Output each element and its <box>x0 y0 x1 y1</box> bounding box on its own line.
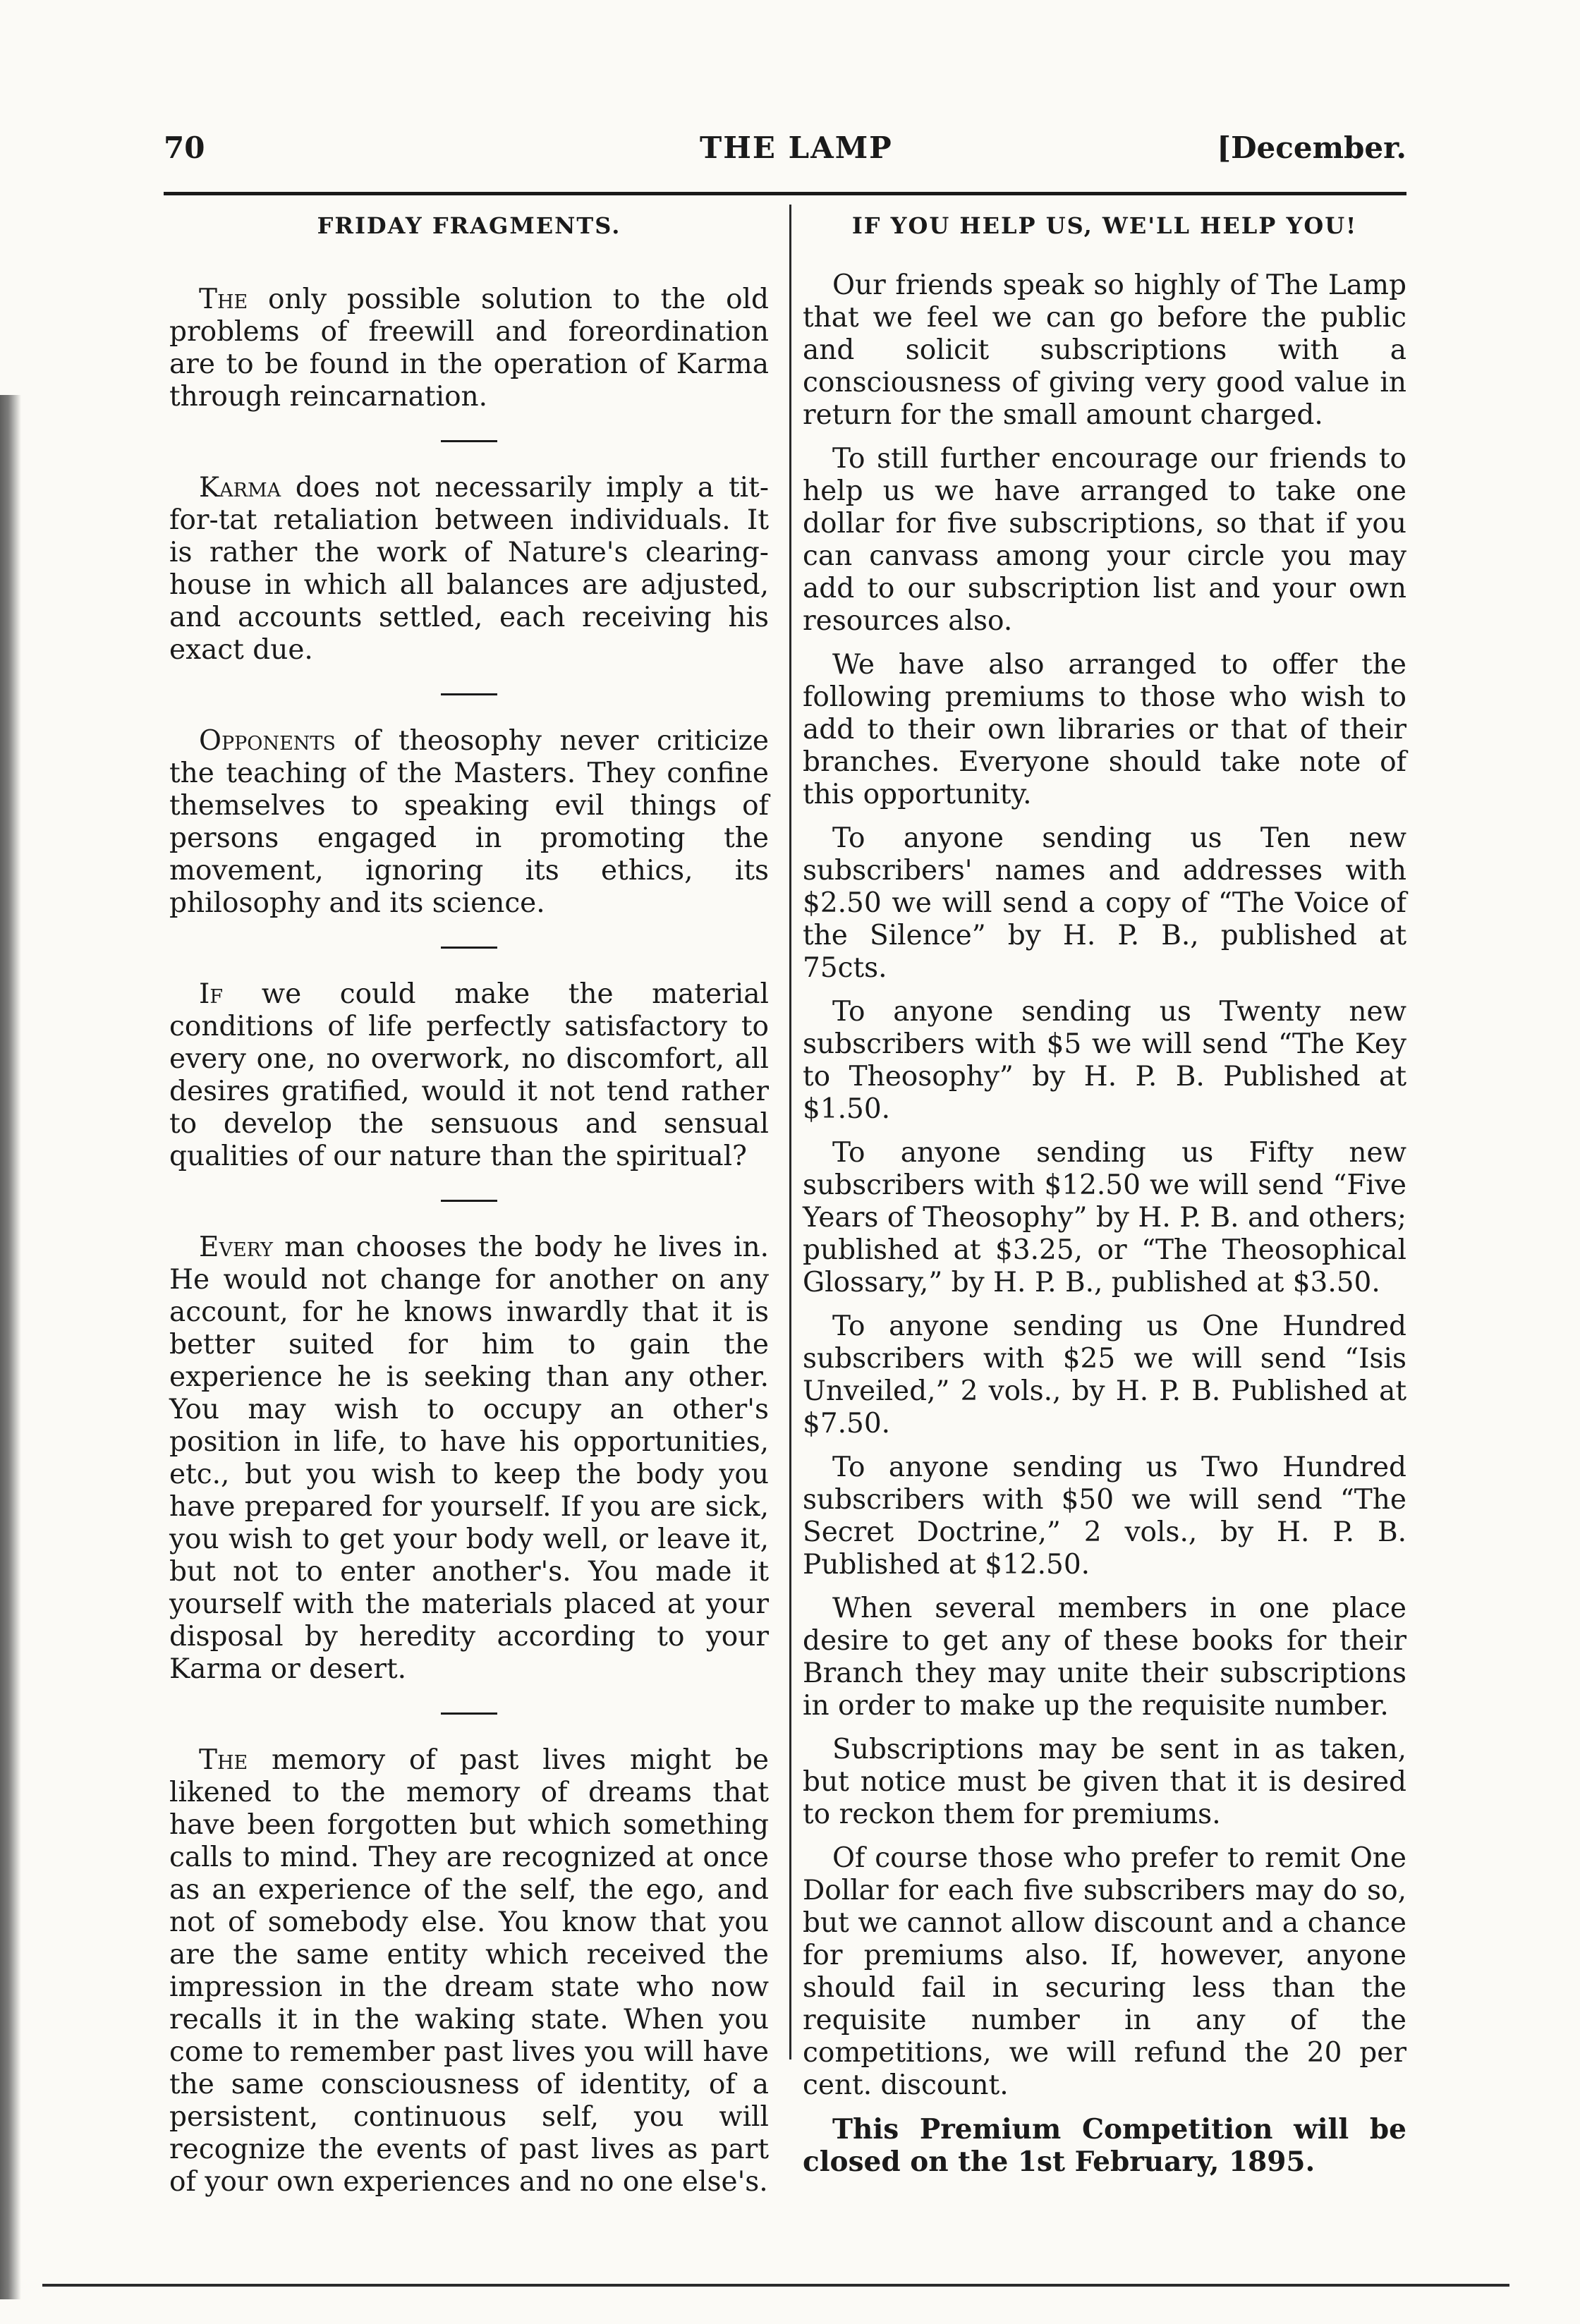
fragment-text: we could make the material conditions of life perfectly satisfactory to every one, no overwork, no discomfort, all desires gratified, would it not tend rather to develop the sensuous and sensual qualities of our nature than the spiritual? <box>169 978 769 1172</box>
notice-paragraph: To still further encourage our friends to help us we have arranged to take one dollar for five subscriptions, so that if you can canvass among your circle you may add to our subscription list and your own resources also. <box>803 443 1406 637</box>
fragment-separator <box>441 440 497 442</box>
notice-paragraph: When several members in one place desire to get any of these books for their Branch they may unite their subscriptions in order to make up the requisite number. <box>803 1593 1406 1722</box>
fragment-paragraph <box>169 472 769 667</box>
fragment-paragraph <box>169 978 769 1173</box>
issue-month: [December. <box>1217 130 1406 165</box>
fragment-lead: Every <box>199 1231 273 1263</box>
notice-paragraph: Of course those who prefer to remit One Dollar for each five subscribers may do so, but we cannot allow discount and a chance for premiums also. If, however, anyone should fail in securing less than the requisite number in any of the competitions, we will refund the 20 per cent. discount. <box>803 1842 1406 2101</box>
closing-notice: This Premium Competition will be closed on the 1st February, 1895. <box>803 2113 1406 2178</box>
fragment-separator <box>441 693 497 695</box>
premium-offer: To anyone sending us Twenty new subscribers with $5 we will send “The Key to Theosophy” by H. P. B. Published at $1.50. <box>803 996 1406 1125</box>
right-column-heading: IF YOU HELP US, WE'LL HELP YOU! <box>851 212 1358 239</box>
fragment-lead: Opponents <box>199 725 336 757</box>
fragment-paragraph <box>169 1231 769 1686</box>
notice-paragraph: We have also arranged to offer the following premiums to those who wish to add to their own libraries or that of their branches. Everyone should take note of this opportunity. <box>803 649 1406 810</box>
page-number: 70 <box>164 130 205 165</box>
page-header <box>164 130 1406 180</box>
fragment-lead: If <box>199 978 224 1010</box>
right-column <box>803 212 1406 2189</box>
fragment-text: memory of past lives might be likened to the memory of dreams that have been forgotten but which something calls to mind. They are recognized at once as an experience of the self, the ego, and not of somebody else. You know that you are the same entity which received the impression in the dream state who now recalls it in the waking state. When you come to remember past lives you will have the same consciousness of identity, of a persistent, continuous self, you will recognize the events of past lives as part of your own experiences and no one else's. <box>169 1744 769 2198</box>
bottom-rule <box>42 2284 1509 2287</box>
fragment-lead: The <box>199 284 248 315</box>
fragment-text: man chooses the body he lives in. He would not change for another on any account, for he knows inwardly that it is better suited for him to gain the experience he is seeking than any other. You may wish to occupy an other's position in life, to have his opportunities, etc., but you wish to keep the body you have prepared for yourself. If you are sick, you wish to get your body well, or leave it, but not to enter another's. You made it yourself with the materials placed at your disposal by heredity according to your Karma or desert. <box>169 1231 769 1685</box>
left-column <box>169 212 769 2198</box>
journal-title: THE LAMP <box>700 130 893 165</box>
fragment-text: only possible solution to the old problems of freewill and foreordination are to be found in the operation of Karma through reincarnation. <box>169 284 769 413</box>
fragment-text: does not necessarily imply a tit-for-tat retaliation between individuals. It is rather the work of Nature's clearing-house in which all balances are adjusted, and accounts settled, each receiving his exact due. <box>169 472 769 666</box>
fragment-lead: Karma <box>199 472 281 504</box>
premium-offer: To anyone sending us One Hundred subscribers with $25 we will send “Isis Unveiled,” 2 vols., by H. P. B. Published at $7.50. <box>803 1310 1406 1440</box>
notice-paragraph: Subscriptions may be sent in as taken, but notice must be given that it is desired to reckon them for premiums. <box>803 1734 1406 1830</box>
fragment-paragraph <box>169 1744 769 2198</box>
fragment-paragraph <box>169 725 769 920</box>
column-divider <box>789 205 791 2060</box>
premium-offer: To anyone sending us Ten new subscribers' names and addresses with $2.50 we will send a copy of “The Voice of the Silence” by H. P. B., published at 75cts. <box>803 822 1406 984</box>
fragment-separator <box>441 1712 497 1715</box>
header-rule <box>164 192 1406 195</box>
fragment-separator <box>441 947 497 949</box>
fragment-separator <box>441 1200 497 1202</box>
fragment-text: of theosophy never criticize the teaching of the Masters. They confine themselves to speaking evil things of persons engaged in promoting the movement, ignoring its ethics, its philosophy and its science. <box>169 725 769 919</box>
notice-paragraph: Our friends speak so highly of The Lamp that we feel we can go before the public and solicit subscriptions with a consciousness of giving very good value in return for the small amount charged. <box>803 269 1406 431</box>
scan-edge-shadow <box>0 395 21 2299</box>
premium-offer: To anyone sending us Two Hundred subscribers with $50 we will send “The Secret Doctrine,” 2 vols., by H. P. B. Published at $12.50. <box>803 1452 1406 1581</box>
fragment-paragraph <box>169 284 769 413</box>
premium-offer: To anyone sending us Fifty new subscribers with $12.50 we will send “Five Years of Theosophy” by H. P. B. and others; published at $3.25, or “The Theosophical Glossary,” by H. P. B., published at $3.50. <box>803 1137 1406 1298</box>
left-column-heading: FRIDAY FRAGMENTS. <box>317 212 621 239</box>
fragment-lead: The <box>199 1744 248 1776</box>
